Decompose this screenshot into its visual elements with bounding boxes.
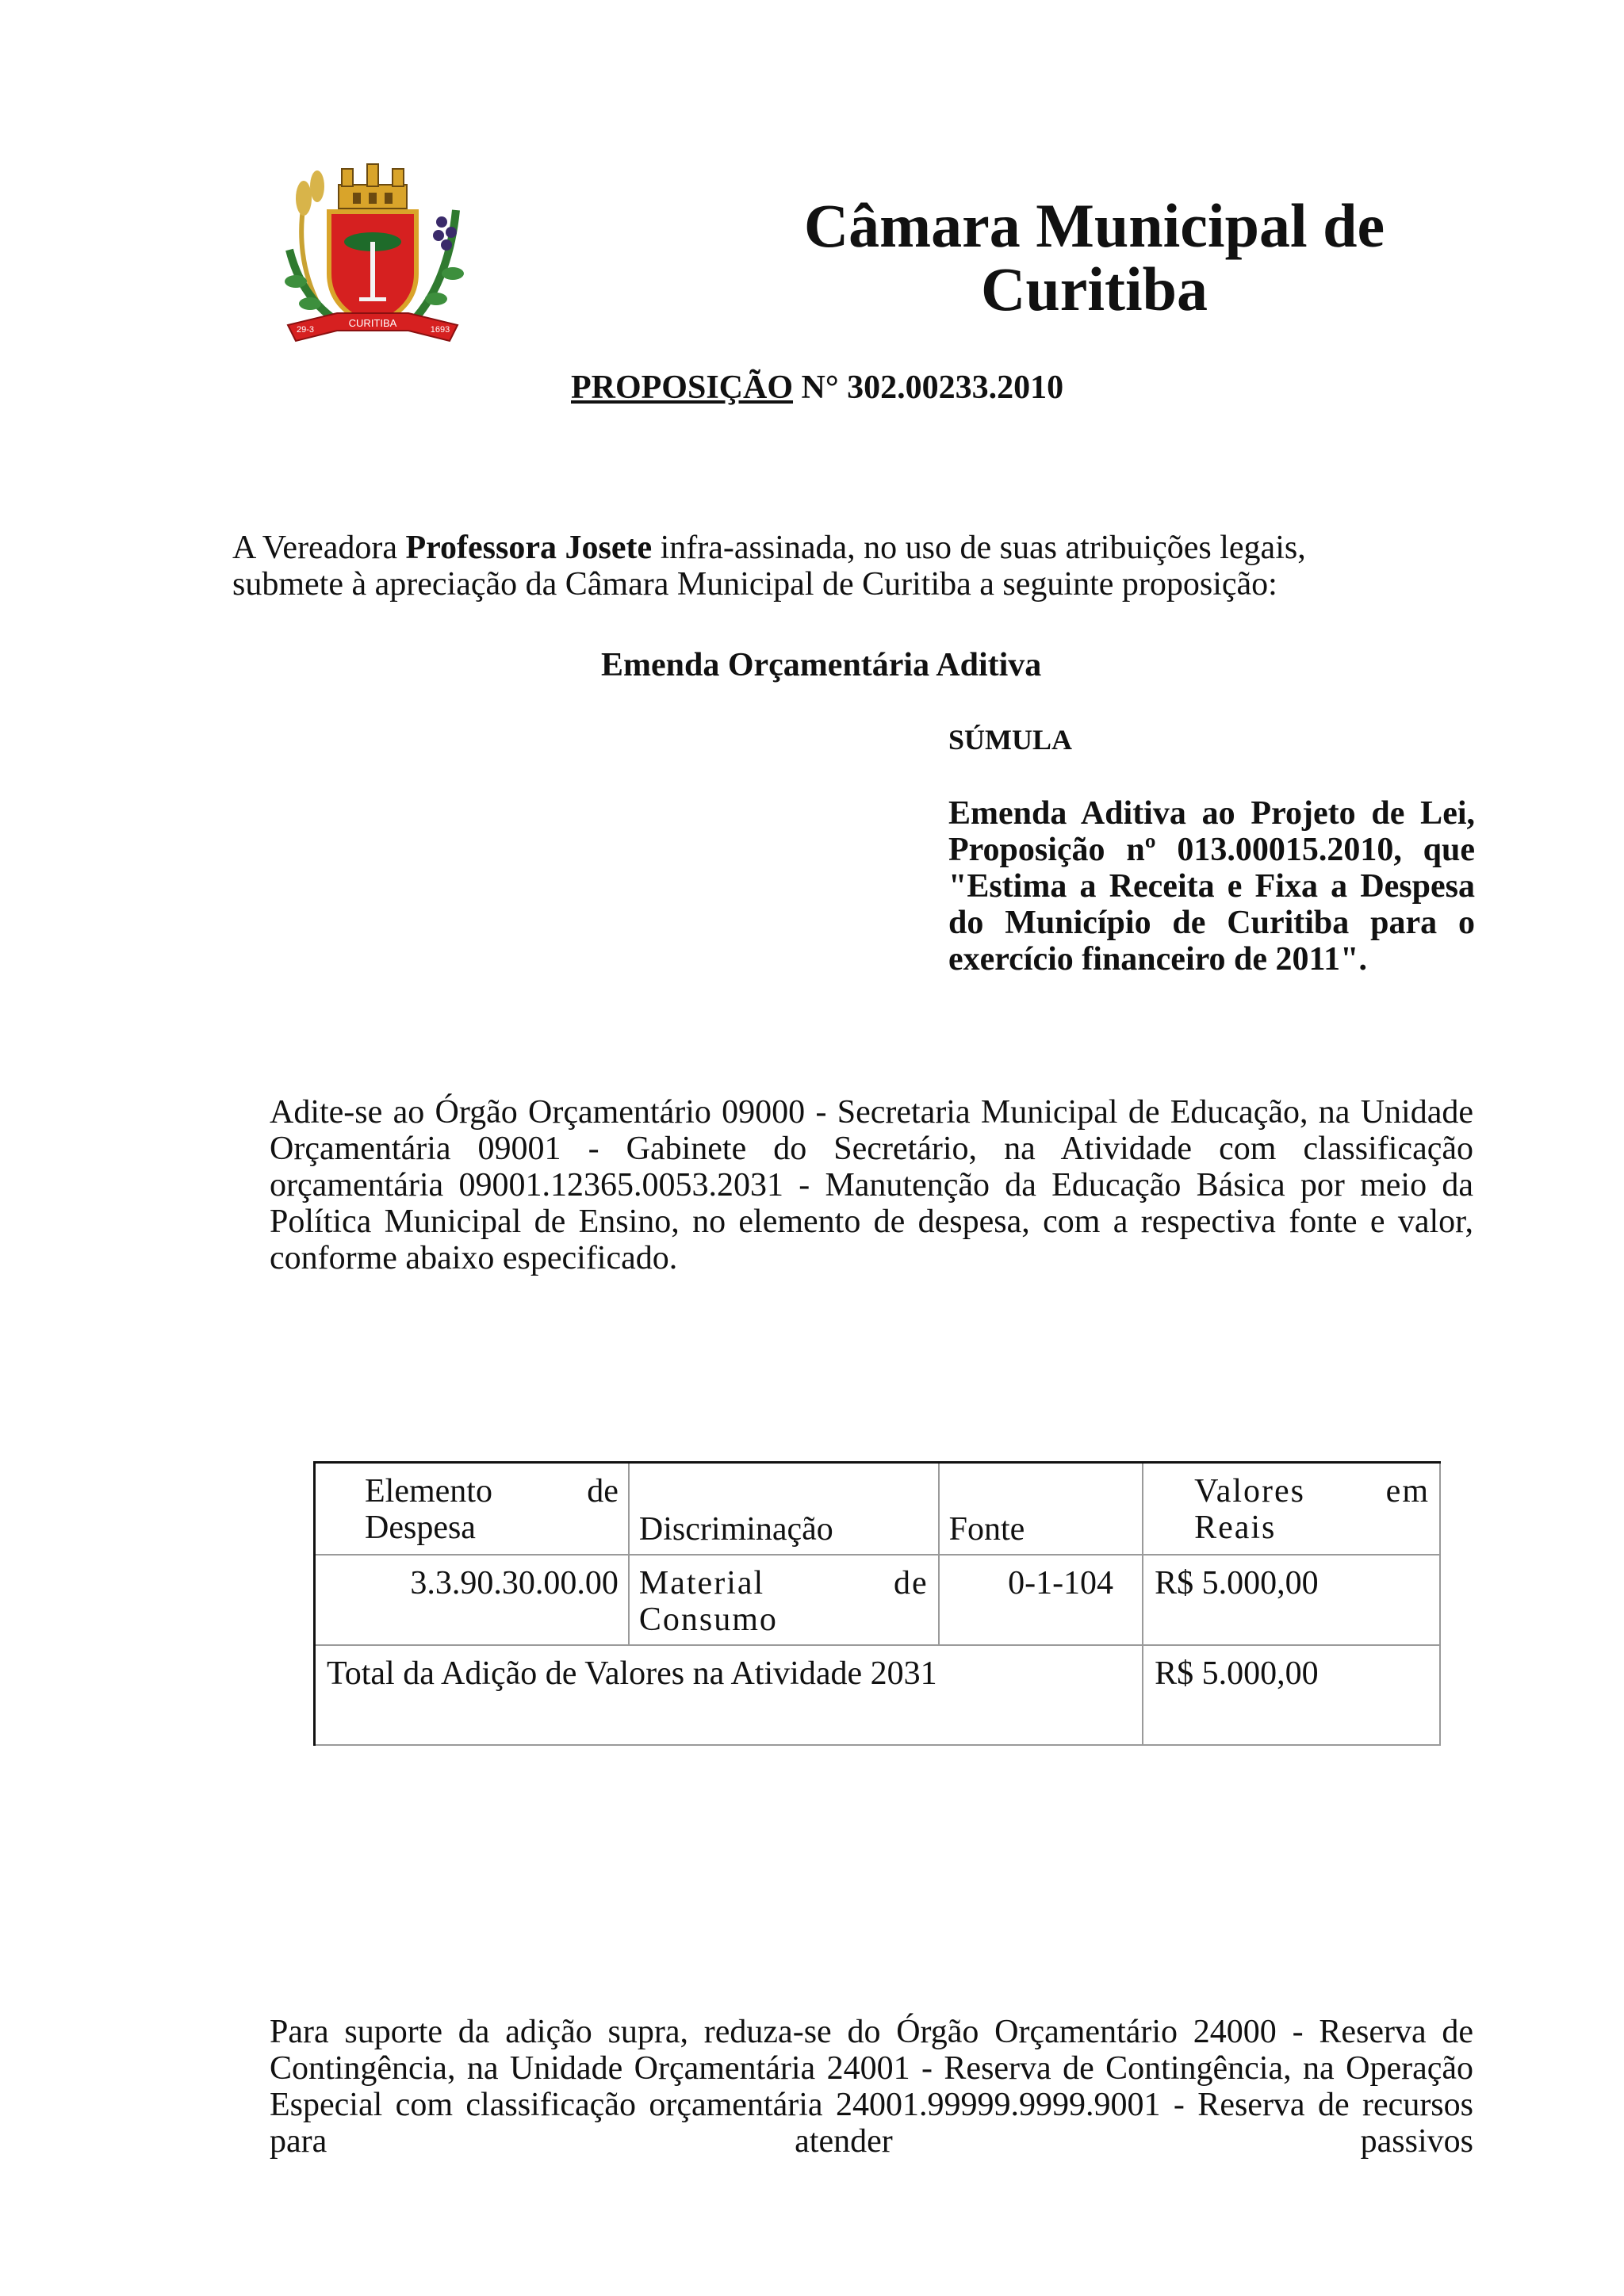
proposicao-label: PROPOSIÇÃO — [571, 369, 794, 406]
table-row — [315, 1555, 1441, 1645]
header-fonte: Fonte — [939, 1463, 1143, 1556]
page-title — [698, 191, 1491, 323]
intro-line-2: submete à apreciação da Câmara Municipal de Curitiba a seguinte proposição: — [232, 566, 1277, 603]
sumula-label: SÚMULA — [948, 724, 1073, 756]
body-paragraph-1: Adite-se ao Órgão Orçamentário 09000 - Secretaria Municipal de Educação, na Unidade Orçamentária 09001 - Gabinete do Secretário, na Atividade com classificação orçamentária 09001.12365.0053.2031 - Manutenção da Educação Básica por meio da Política Municipal de Ensino, no elemento de despesa, com a respectiva fonte e valor, conforme abaixo especificado. — [270, 1094, 1473, 1276]
emenda-title: Emenda Orçamentária Aditiva — [601, 647, 1042, 683]
total-label: Total da Adição de Valores na Atividade 2031 — [315, 1645, 1143, 1745]
councilor-name: Professora Josete — [405, 530, 653, 566]
header-valores: Valores em Reais — [1143, 1463, 1440, 1556]
sumula-text: Emenda Aditiva ao Projeto de Lei, Proposição nº 013.00015.2010, que "Estima a Receita e Fixa a Despesa do Município de Curitiba para o exercício financeiro de 2011". — [948, 795, 1475, 978]
title-line-2: Curitiba — [980, 254, 1208, 323]
svg-text:1693: 1693 — [430, 325, 450, 335]
intro-paragraph — [232, 530, 1474, 603]
intro-text-after: infra-assinada, no uso de suas atribuições legais, — [652, 530, 1306, 566]
budget-table — [313, 1461, 1441, 1746]
proposicao-number — [571, 369, 1063, 407]
cell-fonte: 0-1-104 — [939, 1555, 1143, 1645]
curitiba-coat-of-arms-icon — [274, 163, 472, 353]
intro-text-before: A Vereadora — [232, 530, 406, 566]
svg-text:29-3: 29-3 — [296, 325, 315, 335]
svg-text:CURITIBA: CURITIBA — [348, 317, 397, 329]
title-line-1: Câmara Municipal de — [803, 191, 1385, 260]
cell-discriminacao: Material de Consumo — [629, 1555, 939, 1645]
total-value: R$ 5.000,00 — [1143, 1645, 1440, 1745]
table-total-row — [315, 1645, 1441, 1745]
header-discriminacao: Discriminação — [629, 1463, 939, 1556]
intro-line-1 — [232, 530, 1474, 566]
cell-valor: R$ 5.000,00 — [1143, 1555, 1440, 1645]
header-elemento: Elemento de Despesa — [315, 1463, 629, 1556]
proposicao-value: N° 302.00233.2010 — [793, 369, 1064, 406]
body-paragraph-2: Para suporte da adição supra, reduza-se do Órgão Orçamentário 24000 - Reserva de Contingência, na Unidade Orçamentária 24001 - Reserva de Contingência, na Operação Especial com classificação orçamentária 24001.99999.9999.9001 - Reserva de recursos para atender passivos — [270, 2014, 1473, 2160]
table-header-row — [315, 1463, 1441, 1556]
cell-elemento: 3.3.90.30.00.00 — [315, 1555, 629, 1645]
